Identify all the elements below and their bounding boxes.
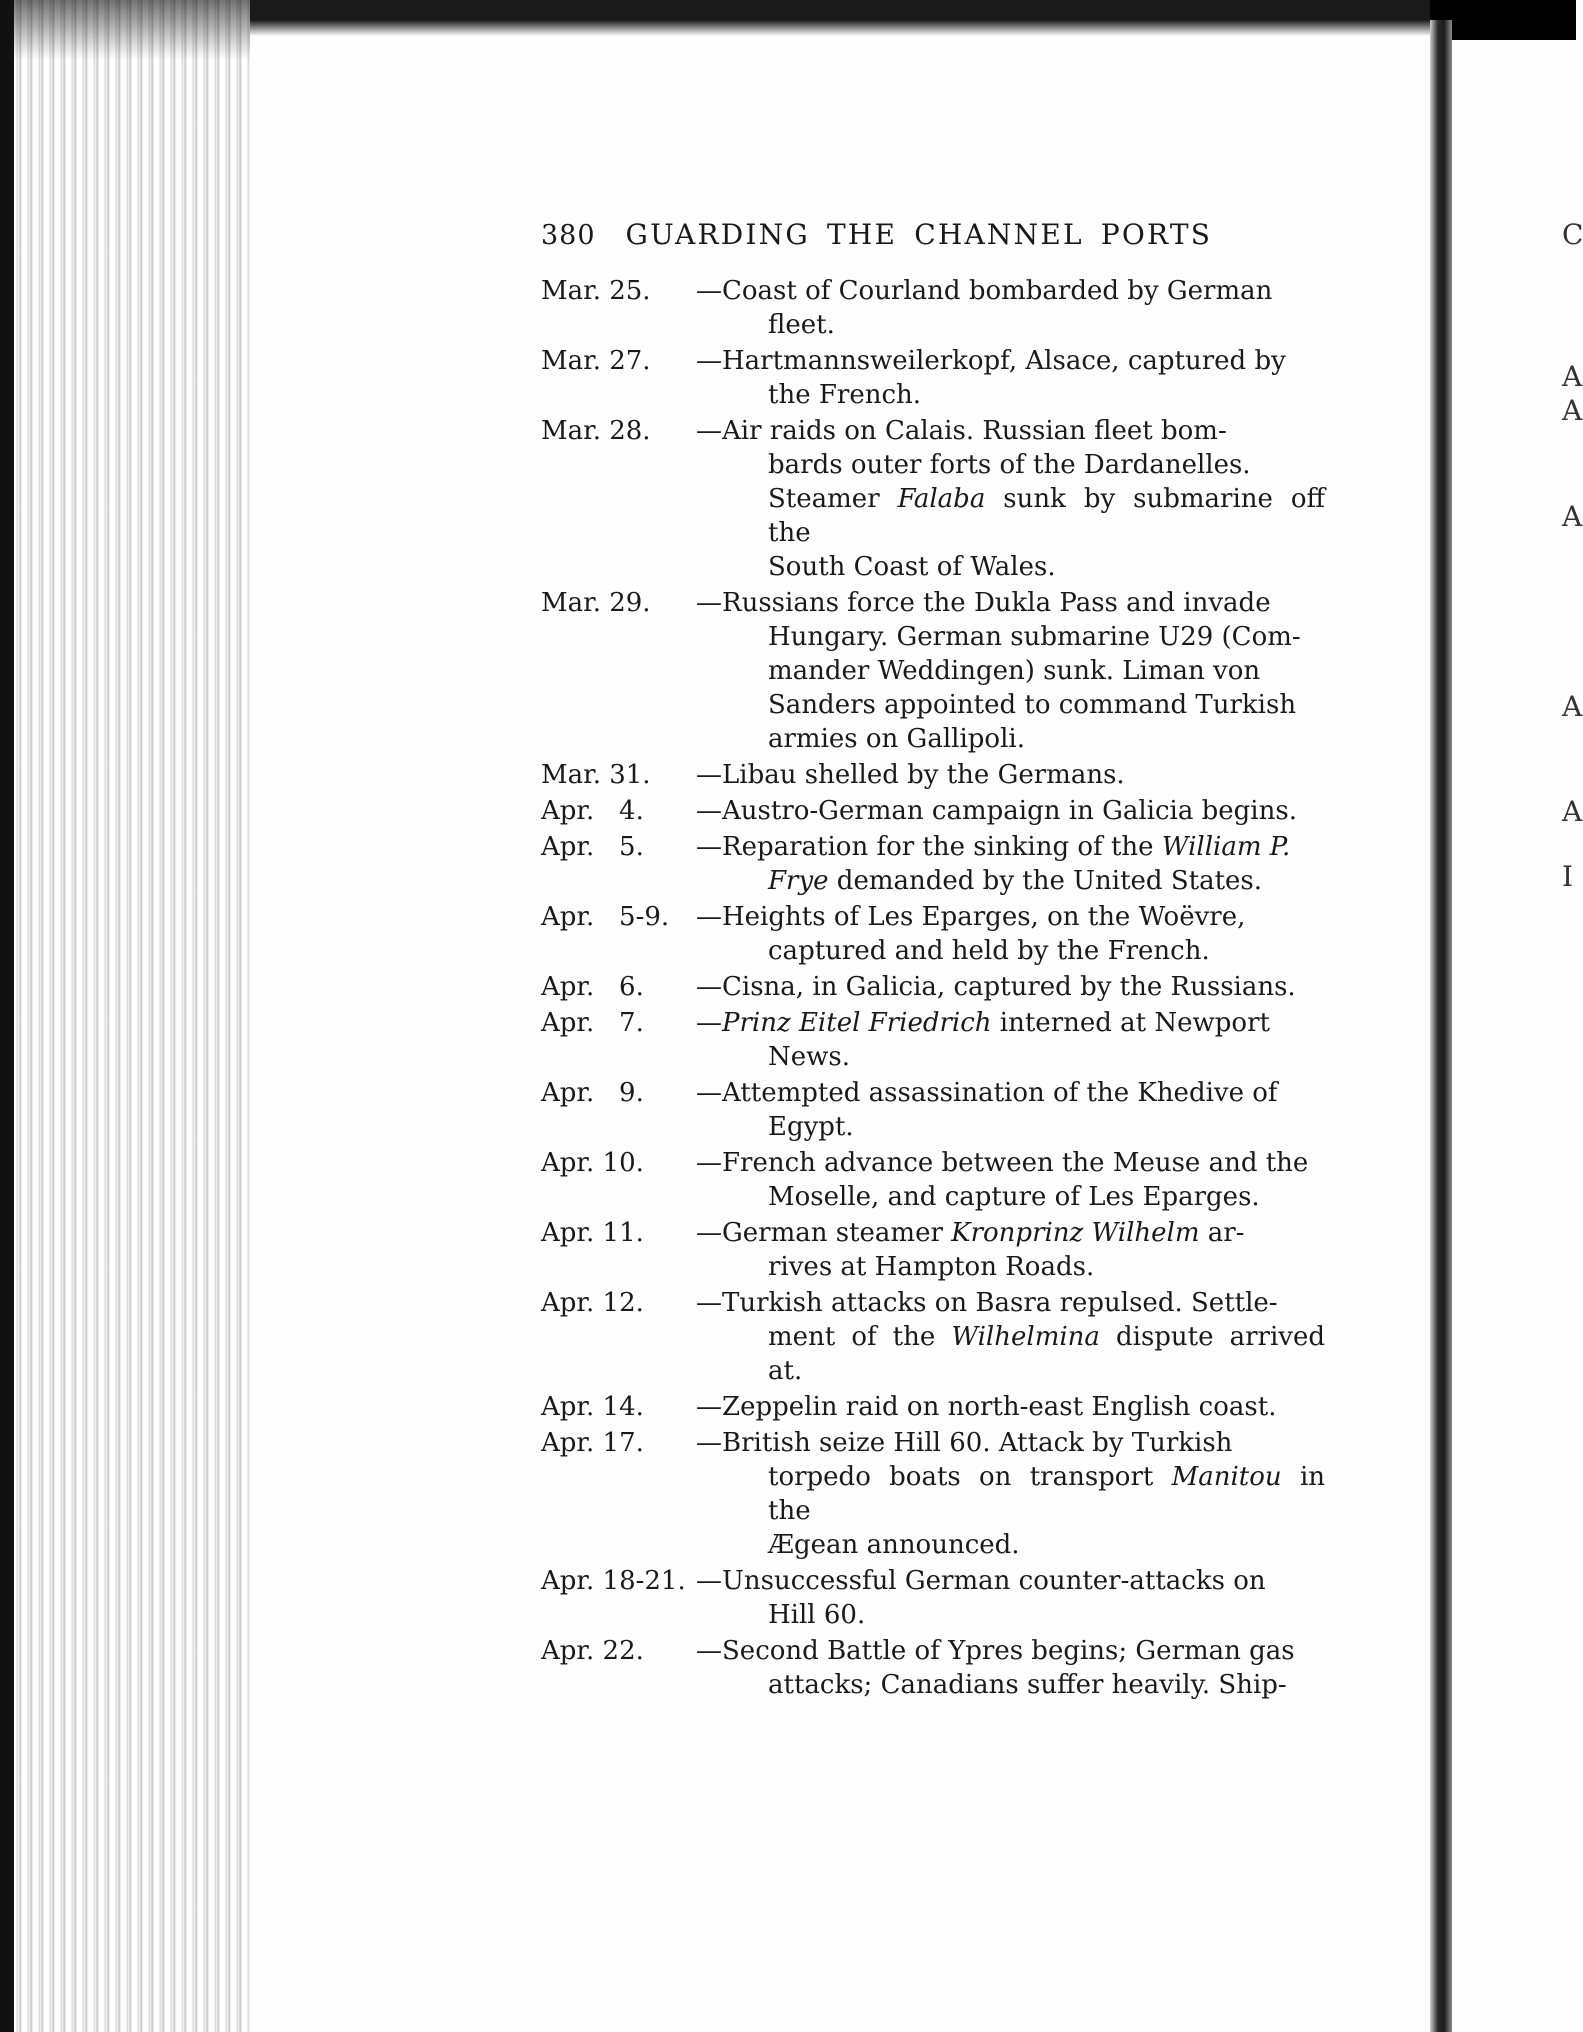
chronology-list	[541, 274, 1325, 1702]
entry-date: Mar. 28.	[541, 416, 651, 446]
entry-date: Mar. 31.	[541, 760, 651, 790]
entry-line: Sanders appointed to command Turkish	[768, 690, 1297, 720]
entry-line: —British seize Hill 60. Attack by Turkish	[696, 1428, 1233, 1458]
entry-line: —Prinz Eitel Friedrich interned at Newport	[696, 1008, 1270, 1038]
entry-text	[696, 1286, 1325, 1388]
entry-date: Apr. 10.	[541, 1148, 644, 1178]
entry-line: —Unsuccessful German counter-attacks on	[696, 1566, 1266, 1596]
entry-text	[696, 1426, 1325, 1562]
entry-line: —Russians force the Dukla Pass and invade	[696, 588, 1271, 618]
italic-title: Frye	[768, 866, 829, 896]
entry-line: —Turkish attacks on Basra repulsed. Settle-	[696, 1288, 1278, 1318]
entry-line: bards outer forts of the Dardanelles.	[768, 450, 1251, 480]
entry-text	[696, 758, 1325, 792]
page-number: 380	[541, 220, 596, 251]
entry-text	[696, 1634, 1325, 1702]
chronology-entry	[541, 830, 1325, 898]
entry-date: Mar. 27.	[541, 346, 651, 376]
entry-date: Apr. 17.	[541, 1428, 644, 1458]
running-title: GUARDING THE CHANNEL PORTS	[625, 218, 1213, 251]
entry-text	[696, 344, 1325, 412]
entry-line: —Zeppelin raid on north-east English coast.	[696, 1392, 1277, 1422]
chronology-entry	[541, 1146, 1325, 1214]
chronology-entry	[541, 1390, 1325, 1424]
entry-line: Ægean announced.	[768, 1530, 1020, 1560]
italic-title: Manitou	[1171, 1462, 1282, 1492]
entry-line: News.	[768, 1042, 850, 1072]
entry-text	[696, 794, 1325, 828]
entry-line: —Hartmannsweilerkopf, Alsace, captured by	[696, 346, 1286, 376]
entry-text	[696, 1390, 1325, 1424]
chronology-entry	[541, 1286, 1325, 1388]
chronology-entry	[541, 274, 1325, 342]
entry-line: Egypt.	[768, 1112, 854, 1142]
entry-line: mander Weddingen) sunk. Liman von	[768, 656, 1261, 686]
facing-fragment: A	[1562, 394, 1583, 427]
facing-fragment: C	[1562, 218, 1583, 251]
entry-date: Mar. 25.	[541, 276, 651, 306]
entry-line: ment of the Wilhelmina dispute arrived at.	[768, 1322, 1325, 1386]
entry-text	[696, 274, 1325, 342]
page-text	[525, 218, 1325, 1702]
entry-line: rives at Hampton Roads.	[768, 1252, 1095, 1282]
chronology-entry	[541, 1426, 1325, 1562]
entry-line: torpedo boats on transport Manitou in the	[768, 1462, 1326, 1526]
entry-line: —Cisna, in Galicia, captured by the Russians.	[696, 972, 1296, 1002]
entry-text	[696, 1146, 1325, 1214]
italic-title: Kronprinz Wilhelm	[951, 1218, 1200, 1248]
entry-line: Frye demanded by the United States.	[768, 866, 1263, 896]
book-gutter	[1430, 20, 1452, 2032]
entry-line: South Coast of Wales.	[768, 552, 1056, 582]
entry-line: fleet.	[768, 310, 835, 340]
chronology-entry	[541, 970, 1325, 1004]
entry-text	[696, 586, 1325, 756]
right-page-sliver	[1452, 40, 1576, 2032]
chronology-entry	[541, 794, 1325, 828]
facing-fragment: A	[1562, 795, 1583, 828]
entry-date: Apr. 7.	[541, 1008, 644, 1038]
book-page-edges	[0, 0, 250, 2032]
chronology-entry	[541, 900, 1325, 968]
chronology-entry	[541, 586, 1325, 756]
entry-line: armies on Gallipoli.	[768, 724, 1025, 754]
entry-date: Mar. 29.	[541, 588, 651, 618]
entry-text	[696, 1564, 1325, 1632]
entry-text	[696, 970, 1325, 1004]
italic-title: Falaba	[897, 484, 986, 514]
entry-date: Apr. 6.	[541, 972, 644, 1002]
facing-fragment: A	[1562, 360, 1583, 393]
entry-line: —Libau shelled by the Germans.	[696, 760, 1125, 790]
entry-date: Apr. 5-9.	[541, 902, 670, 932]
chronology-entry	[541, 1216, 1325, 1284]
entry-line: —Coast of Courland bombarded by German	[696, 276, 1273, 306]
entry-line: the French.	[768, 380, 922, 410]
running-head	[541, 218, 1325, 272]
entry-line: —Air raids on Calais. Russian fleet bom-	[696, 416, 1227, 446]
entry-line: —Second Battle of Ypres begins; German gas	[696, 1636, 1295, 1666]
chronology-entry	[541, 1564, 1325, 1632]
entry-text	[696, 1006, 1325, 1074]
entry-date: Apr. 22.	[541, 1636, 644, 1666]
italic-title: William P.	[1161, 832, 1291, 862]
facing-fragment: A	[1562, 500, 1583, 533]
entry-date: Apr. 5.	[541, 832, 644, 862]
entry-line: Hill 60.	[768, 1600, 866, 1630]
entry-date: Apr. 11.	[541, 1218, 644, 1248]
chronology-entry	[541, 1006, 1325, 1074]
entry-text	[696, 414, 1325, 584]
entry-line: attacks; Canadians suffer heavily. Ship-	[768, 1670, 1287, 1700]
chronology-entry	[541, 344, 1325, 412]
entry-line: —German steamer Kronprinz Wilhelm ar-	[696, 1218, 1245, 1248]
entry-text	[696, 1216, 1325, 1284]
facing-page-fragments	[1562, 0, 1583, 2032]
italic-title: Wilhelmina	[951, 1322, 1100, 1352]
chronology-entry	[541, 414, 1325, 584]
facing-fragment: A	[1562, 690, 1583, 723]
entry-line: —Attempted assassination of the Khedive of	[696, 1078, 1278, 1108]
entry-date: Apr. 12.	[541, 1288, 644, 1318]
chronology-entry	[541, 758, 1325, 792]
chronology-entry	[541, 1634, 1325, 1702]
italic-title: Prinz Eitel Friedrich	[722, 1008, 992, 1038]
entry-line: —Reparation for the sinking of the William P.	[696, 832, 1291, 862]
entry-line: captured and held by the French.	[768, 936, 1210, 966]
entry-text	[696, 1076, 1325, 1144]
facing-fragment: I	[1562, 860, 1574, 893]
entry-line: —French advance between the Meuse and the	[696, 1148, 1309, 1178]
entry-line: Moselle, and capture of Les Eparges.	[768, 1182, 1260, 1212]
entry-text	[696, 900, 1325, 968]
entry-text	[696, 830, 1325, 898]
entry-date: Apr. 4.	[541, 796, 644, 826]
entry-line: —Heights of Les Eparges, on the Woëvre,	[696, 902, 1246, 932]
entry-date: Apr. 14.	[541, 1392, 644, 1422]
entry-date: Apr. 9.	[541, 1078, 644, 1108]
chronology-entry	[541, 1076, 1325, 1144]
entry-line: Steamer Falaba sunk by submarine off the	[768, 484, 1325, 548]
entry-date: Apr. 18-21.	[541, 1566, 686, 1596]
entry-line: —Austro-German campaign in Galicia begins.	[696, 796, 1297, 826]
entry-line: Hungary. German submarine U29 (Com-	[768, 622, 1301, 652]
